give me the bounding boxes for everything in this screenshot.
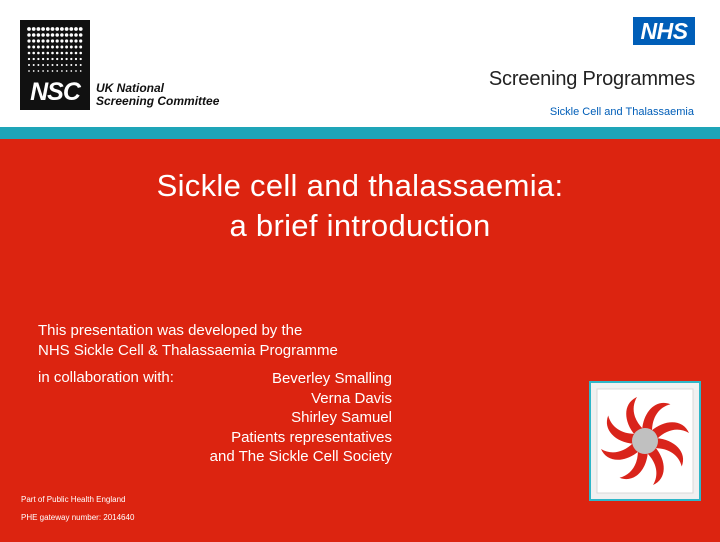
nsc-dot [56,46,59,49]
nsc-dot [51,46,54,49]
intro-text [38,321,338,361]
nsc-dot [51,33,55,37]
nsc-dot [32,39,35,42]
nsc-dot [32,46,35,49]
nsc-dot [65,39,68,42]
nsc-dot [79,46,82,49]
nsc-dot [65,52,68,55]
nsc-dot [33,58,35,60]
nsc-dot [79,27,83,31]
nsc-dot [51,52,54,55]
nsc-dot [55,33,59,37]
nsc-dot [75,46,78,49]
nsc-dot [80,70,82,72]
collaboration-label: in collaboration with: [38,369,174,386]
contributors-list [210,369,392,467]
nhs-logo [633,17,695,45]
nsc-dot [28,70,30,72]
nsc-dot [69,27,73,31]
footer-gateway: PHE gateway number: 2014640 [21,513,135,522]
nsc-dot [60,27,64,31]
nsc-dot [51,39,54,42]
nsc-dot [70,39,73,42]
nsc-dot [33,64,35,66]
nsc-dot [61,64,63,66]
nsc-dot [65,33,69,37]
intro-line-1: This presentation was developed by the [38,322,303,339]
nsc-dot [70,52,73,55]
slide-title-line-1: Sickle cell and thalassaemia: [156,168,564,203]
nsc-dot [65,27,69,31]
nsc-dot [46,27,50,31]
nsc-dot [37,46,40,49]
nsc-dot [70,46,73,49]
nsc-dot [70,33,74,37]
slide-header [0,0,720,127]
nsc-dot [37,39,40,42]
nsc-dot [60,39,63,42]
nsc-dot [42,46,45,49]
nsc-dot [47,58,49,60]
nsc-dot [56,58,58,60]
nsc-dot [47,52,50,55]
nsc-dot [47,70,49,72]
nsc-dot [79,52,82,55]
nsc-dot [61,70,63,72]
nsc-dot [42,58,44,60]
nsc-dot [28,64,30,66]
nsc-dot [66,64,68,66]
nsc-dot [75,58,77,60]
nsc-dot [66,70,68,72]
nsc-dot [65,46,68,49]
nsc-dot [37,27,41,31]
nsc-dot [51,58,53,60]
nsc-dot [32,27,36,31]
nsc-dot [37,58,39,60]
swirl-center [632,428,658,454]
nsc-dot [70,58,72,60]
intro-line-2: NHS Sickle Cell & Thalassaemia Programme [38,342,338,359]
nsc-dot [56,64,58,66]
contributor-1: Beverley Smalling [271,370,392,387]
nsc-dot [70,70,72,72]
nsc-dot [74,39,77,42]
nsc-logo-letters: NSC [30,78,80,106]
nsc-dot [52,64,54,66]
nsc-dot [41,27,45,31]
programme-title: Screening Programmes [488,68,695,90]
nsc-logo [20,20,90,110]
nsc-dot [37,33,41,37]
nsc-dot [61,52,64,55]
nsc-dot [55,27,59,31]
nsc-dot [37,64,39,66]
nsc-dot [37,52,40,55]
nsc-dot [79,39,82,42]
contributor-3: Shirley Samuel [291,409,392,426]
nsc-dot [46,39,49,42]
nsc-dot [74,33,78,37]
nsc-dot [75,52,78,55]
nsc-dot [56,70,58,72]
nsc-dot [33,70,35,72]
nsc-name-line-1: UK National [96,81,165,95]
nsc-dot [46,46,49,49]
nsc-dot [60,46,63,49]
nsc-dot [42,39,45,42]
nsc-dot [79,33,83,37]
nhs-logo-text: NHS [640,18,688,44]
nsc-dot [60,33,64,37]
nsc-dot [80,58,82,60]
nsc-dot [47,64,49,66]
nsc-dot [52,70,54,72]
contributor-4: Patients representatives [231,428,392,446]
footer-phe: Part of Public Health England [21,495,126,504]
contributor-2: Verna Davis [311,389,392,407]
nsc-dot [80,64,82,66]
teal-divider [0,127,720,139]
nsc-dot [65,58,67,60]
nsc-dot [32,52,35,55]
slide-title-line-2: a brief introduction [229,208,491,243]
nsc-dot [28,52,31,55]
nsc-dot [75,64,77,66]
nsc-dot [27,27,31,31]
nsc-dot [27,39,30,42]
nsc-dot [42,64,44,66]
nsc-dot [56,52,59,55]
nsc-dot [42,52,45,55]
nsc-dot [46,33,50,37]
nsc-dot [74,27,78,31]
nsc-dot [28,58,30,60]
nsc-dot [51,27,55,31]
nsc-dot [41,33,45,37]
nsc-name [96,82,219,108]
slide-title [0,166,720,246]
nsc-dots-icon [26,26,84,74]
programme-subtitle: Sickle Cell and Thalassaemia [549,106,694,118]
nsc-dot [56,39,59,42]
sickle-cell-emblem [589,381,701,501]
nsc-dot [70,64,72,66]
nsc-dot [38,70,40,72]
nsc-name-line-2: Screening Committee [96,94,220,108]
nsc-dot [75,70,77,72]
nsc-dot [42,70,44,72]
nsc-dot [61,58,63,60]
nsc-dot [27,33,31,37]
nsc-dot [32,33,36,37]
sickle-cell-swirl-icon [591,383,699,499]
contributor-5: and The Sickle Cell Society [209,448,392,465]
nsc-dot [28,46,31,49]
